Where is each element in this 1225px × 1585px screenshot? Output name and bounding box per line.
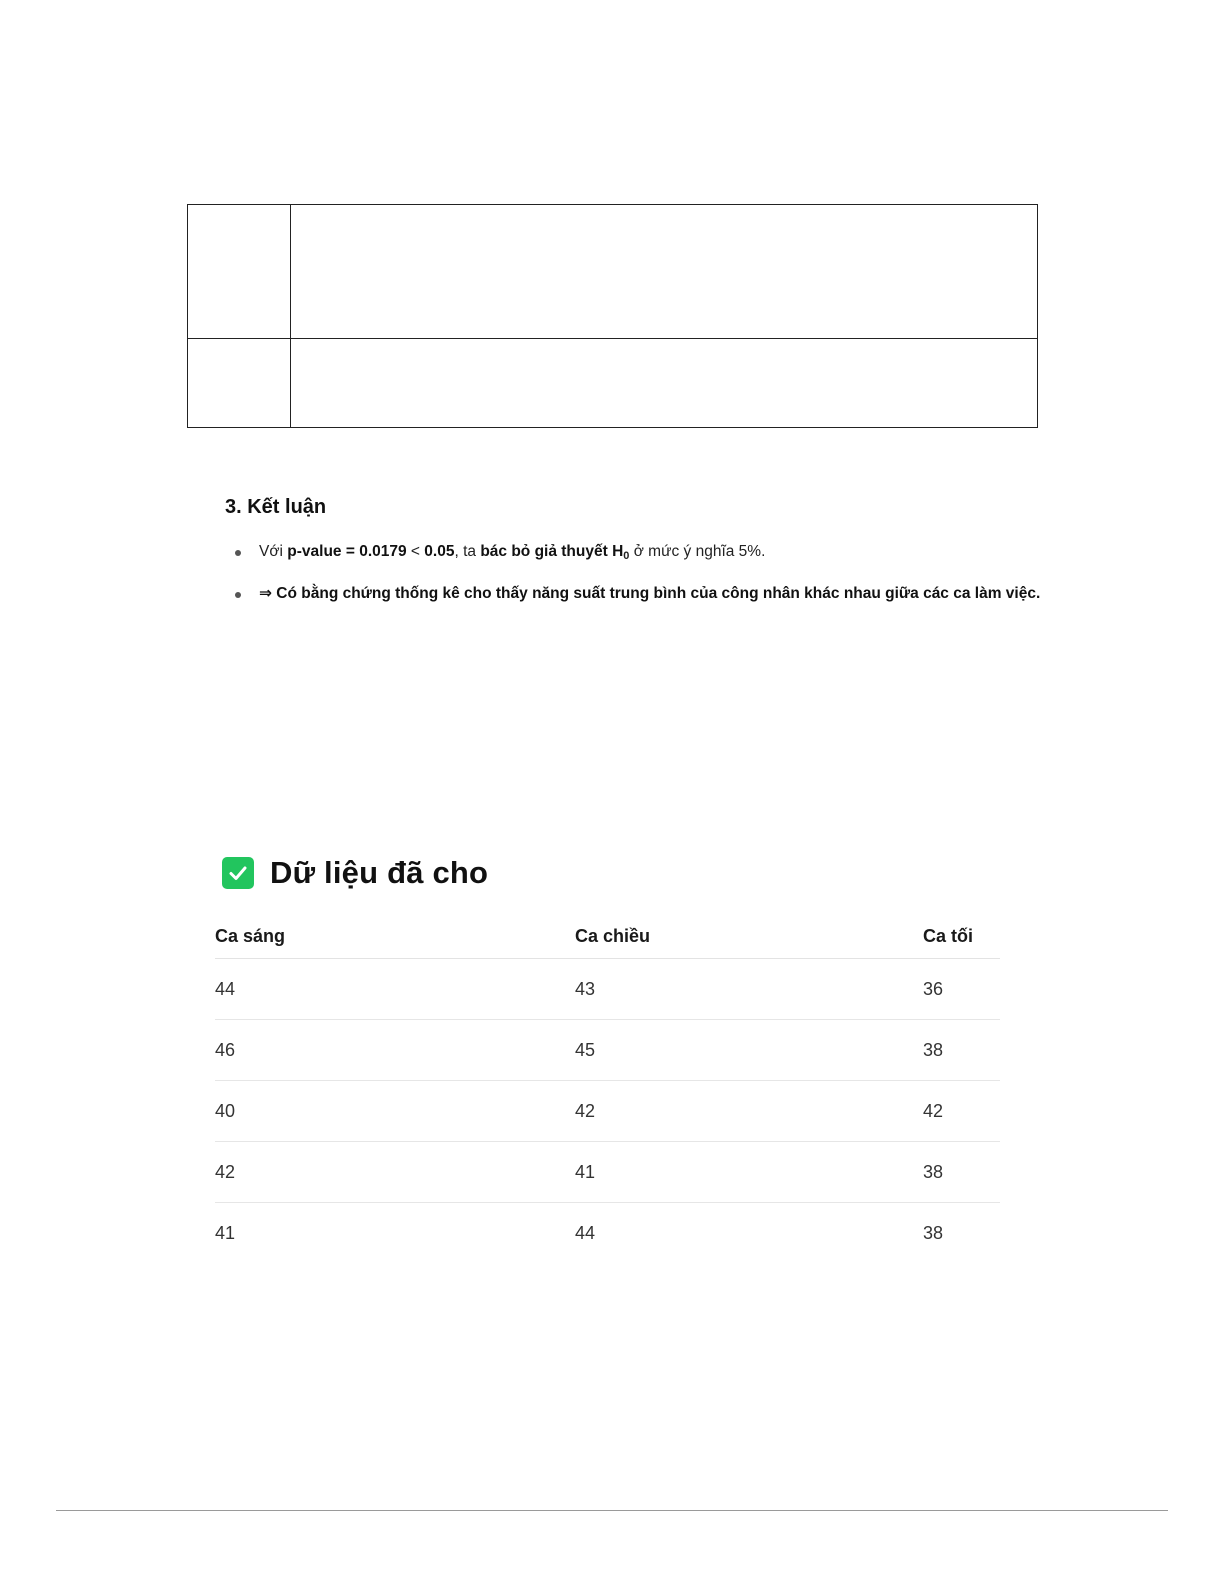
table-cell: 38 [923,1142,1000,1203]
given-data-table [215,914,1000,1263]
column-header-evening: Ca tối [923,914,1000,959]
reject-text: bác bỏ giả thuyết H [480,543,624,560]
alpha-text: 0.05 [424,543,455,560]
table-cell: 42 [923,1081,1000,1142]
bullet-dot-icon [235,592,241,598]
given-data-heading [222,850,1000,896]
column-header-morning: Ca sáng [215,914,575,959]
table-row [215,1142,1000,1203]
bullet-prefix: Với [259,543,288,560]
table-cell: 36 [923,959,1000,1020]
table-cell [291,339,1038,428]
table-row [188,339,1038,428]
empty-bordered-table [187,204,1038,428]
table-cell: 45 [575,1020,923,1081]
table-cell [291,205,1038,339]
column-header-afternoon: Ca chiều [575,914,923,959]
conclusion-bullet-result [259,579,1045,609]
table-cell [188,205,291,339]
conclusion-heading: 3. Kết luận [225,496,327,518]
table-header-row [215,914,1000,959]
table-cell: 41 [215,1222,236,1243]
pvalue-text: p-value = 0.0179 [287,543,407,560]
bullet-dot-icon [235,550,241,556]
table-cell: 38 [923,1222,944,1243]
table-cell: 41 [575,1142,923,1203]
result-text: ⇒ Có bằng chứng thống kê cho thấy năng suất trung bình của công nhân khác nhau giữa các ca làm việc. [259,585,1041,602]
table-cell: 40 [215,1081,575,1142]
table-row [188,205,1038,339]
table-cell: 42 [215,1142,575,1203]
check-box-icon [222,857,254,889]
table-cell: 44 [215,959,575,1020]
bullet-suffix: ở mức ý nghĩa 5%. [629,543,766,560]
table-cell: 43 [575,959,923,1020]
conclusion-list [225,537,1045,609]
table-cell: 38 [923,1020,1000,1081]
table-row [215,1081,1000,1142]
given-data-title: Dữ liệu đã cho [270,855,489,890]
table-cell: 44 [575,1222,596,1243]
less-than-text: < [406,543,425,560]
footer-divider [56,1510,1168,1511]
table-cell: 42 [575,1081,923,1142]
table-row [215,1020,1000,1081]
table-cell [188,339,291,428]
h0-subscript: 0 [623,550,630,562]
table-row [215,1203,1000,1264]
mid-text: , ta [454,543,481,560]
given-data-section [215,850,1000,1263]
conclusion-section [225,496,1045,617]
conclusion-bullet-pvalue [259,537,1045,571]
table-row [215,959,1000,1020]
table-cell: 46 [215,1020,575,1081]
